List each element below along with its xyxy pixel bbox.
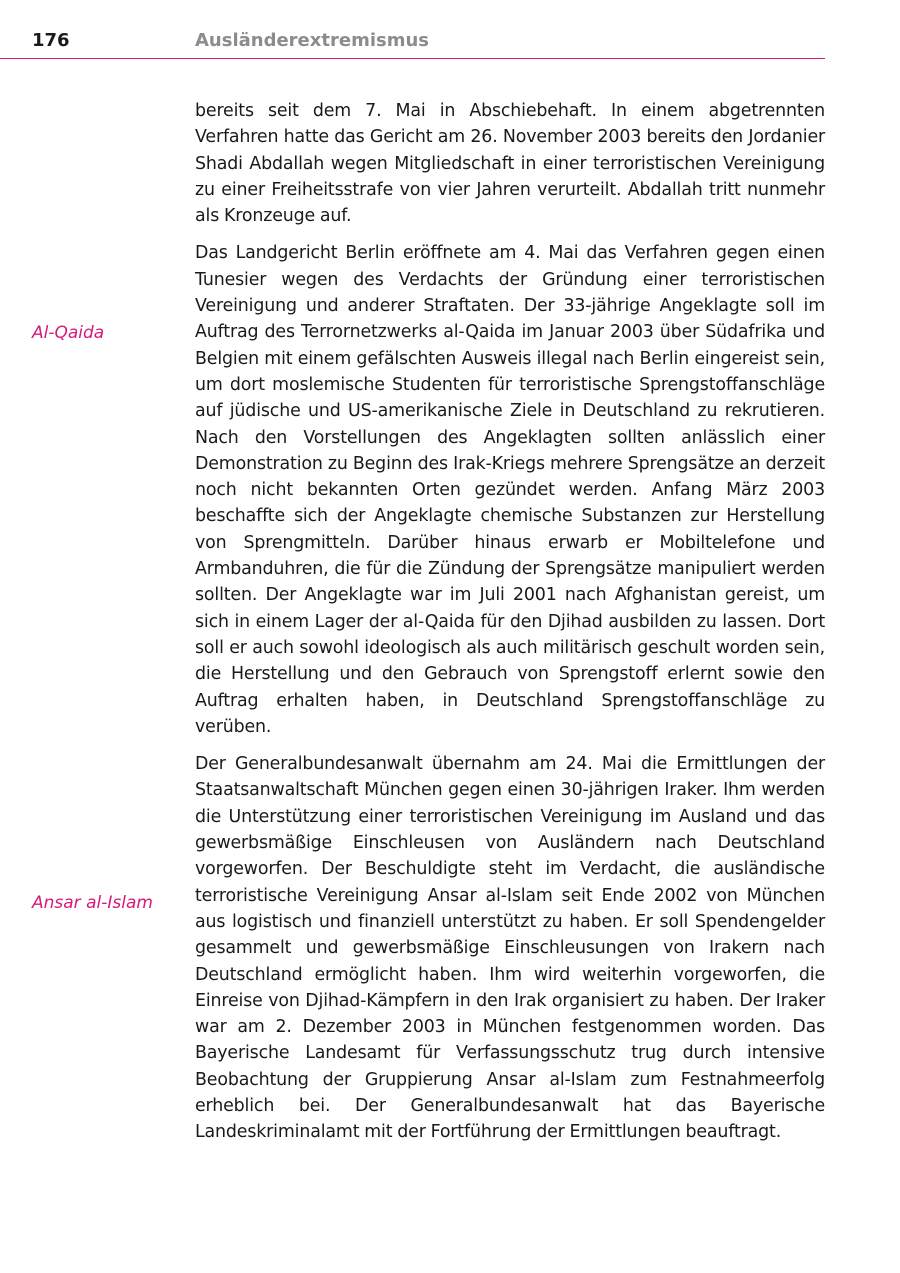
paragraph: bereits seit dem 7. Mai in Abschiebehaft. In einem abgetrennten Verfahren hatte das Gericht am 26. November 2003 bereits den Jordanier Shadi Abdallah wegen Mitgliedschaft in einer terroristischen Vereinigung zu einer Freiheitsstrafe von vier Jahren verurteilt. Abdallah tritt nunmehr als Kronzeuge auf. <box>195 101 825 227</box>
body-text <box>195 98 825 1157</box>
running-head: Ausländerextremismus <box>195 30 429 51</box>
page-number: 176 <box>32 30 70 51</box>
paragraph: Das Landgericht Berlin eröffnete am 4. Mai das Verfahren gegen einen Tunesier wegen des Verdachts der Gründung einer terroristischen Vereinigung und anderer Straftaten. Der 33-jährige Angeklagte soll im Auftrag des Terrornetzwerks al-Qaida im Januar 2003 über Südafrika und Belgien mit einem gefälschten Ausweis illegal nach Berlin eingereist sein, um dort moslemische Studenten für terroristische Sprengstoffanschläge auf jüdische und US-amerikanische Ziele in Deutschland zu rekrutieren. Nach den Vorstellungen des Angeklagten sollten anlässlich einer Demonstration zu Beginn des Irak-Kriegs mehrere Sprengsätze an derzeit noch nicht bekannten Orten gezündet werden. Anfang März 2003 beschaffte sich der Angeklagte chemische Substanzen zur Herstellung von Sprengmitteln. Darüber hinaus erwarb er Mobiltelefone und Armbanduhren, die für die Zündung der Sprengsätze manipuliert werden sollten. Der Angeklagte war im Juli 2001 nach Afghanistan gereist, um sich in einem Lager der al-Qaida für den Djihad ausbilden zu lassen. Dort soll er auch sowohl ideologisch als auch militärisch geschult worden sein, die Herstellung und den Gebrauch von Sprengstoff erlernt sowie den Auftrag erhalten haben, in Deutschland Sprengstoffanschläge zu verüben. <box>195 243 825 737</box>
margin-note-al-qaida: Al-Qaida <box>32 323 105 343</box>
paragraph: Der Generalbundesanwalt übernahm am 24. Mai die Ermittlungen der Staatsanwaltschaft München gegen einen 30-jährigen Iraker. Ihm werden die Unterstützung einer terroristischen Vereinigung im Ausland und das gewerbsmäßige Einschleusen von Ausländern nach Deutschland vorgeworfen. Der Beschuldigte steht im Verdacht, die ausländische terroristische Vereinigung Ansar al-Islam seit Ende 2002 von München aus logistisch und finanziell unterstützt zu haben. Er soll Spendengelder gesammelt und gewerbsmäßige Einschleusungen von Irakern nach Deutschland ermöglicht haben. Ihm wird weiterhin vorgeworfen, die Einreise von Djihad-Kämpfern in den Irak organisiert zu haben. Der Iraker war am 2. Dezember 2003 in München festgenommen worden. Das Bayerische Landesamt für Verfassungsschutz trug durch intensive Beobachtung der Gruppierung Ansar al-Islam zum Festnahmeerfolg erheblich bei. Der Generalbundesanwalt hat das Bayerische Landeskriminalamt mit der Fortführung der Ermittlungen beauftragt. <box>195 754 825 1143</box>
margin-note-ansar-al-islam: Ansar al-Islam <box>32 893 153 913</box>
page-header <box>0 0 825 59</box>
